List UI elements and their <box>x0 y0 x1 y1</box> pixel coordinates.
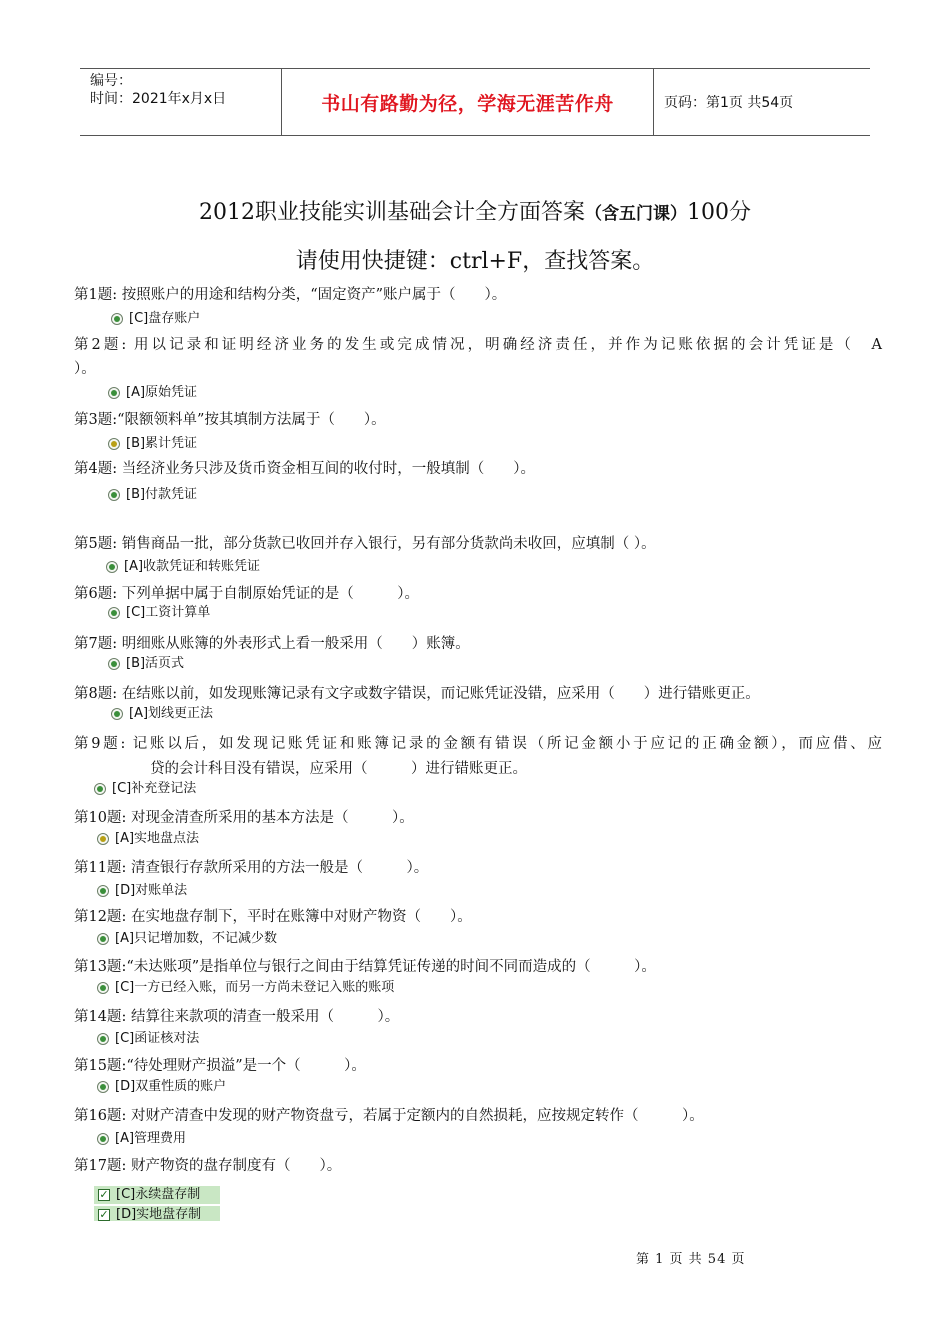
radio-selected-icon <box>97 933 109 945</box>
radio-selected-icon <box>108 438 120 450</box>
answer-14: [C]函证核对法 <box>97 1030 199 1048</box>
radio-selected-icon <box>106 561 118 573</box>
question-9-cont: 贷的会计科目没有错误，应采用（ ）进行错账更正。 <box>150 761 527 777</box>
radio-selected-icon <box>108 607 120 619</box>
answer-7: [B]活页式 <box>108 655 184 673</box>
question-1: 第1题: 按照账户的用途和结构分类，“固定资产”账户属于（ ）。 <box>74 287 507 303</box>
question-8: 第8题: 在结账以前，如发现账簿记录有文字或数字错误，而记账凭证没错，应采用（ ）进行错账更正。 <box>74 686 760 702</box>
answer-17-option-c: ✓ [C]永续盘存制 <box>94 1186 220 1204</box>
question-11: 第11题: 清查银行存款所采用的方法一般是（ ）。 <box>74 860 429 876</box>
title-main: 2012职业技能实训基础会计全方面答案 <box>199 200 585 225</box>
question-12: 第12题: 在实地盘存制下，平时在账簿中对财产物资（ ）。 <box>74 909 472 925</box>
answer-4: [B]付款凭证 <box>108 486 197 504</box>
radio-selected-icon <box>97 833 109 845</box>
answer-11: [D]对账单法 <box>97 882 187 900</box>
answer-13: [C]一方已经入账，而另一方尚未登记入账的账项 <box>97 979 394 997</box>
title-line2: 请使用快捷键：ctrl+F，查找答案。 <box>295 249 655 274</box>
radio-selected-icon <box>111 708 123 720</box>
motto: 书山有路勤为径，学海无涯苦作舟 <box>281 69 654 135</box>
question-4: 第4题: 当经济业务只涉及货币资金相互间的收付时，一般填制（ ）。 <box>74 461 535 477</box>
header-left-cell <box>80 69 281 135</box>
checkbox-checked-icon: ✓ <box>99 1188 109 1201</box>
question-16: 第16题: 对财产清查中发现的财产物资盘亏，若属于定额内的自然损耗，应按规定转作（ ）。 <box>74 1108 704 1124</box>
question-6: 第6题: 下列单据中属于自制原始凭证的是（ ）。 <box>74 586 419 602</box>
answer-2: [A]原始凭证 <box>108 384 197 402</box>
answer-16: [A]管理费用 <box>97 1130 186 1148</box>
question-5: 第5题: 销售商品一批，部分货款已收回并存入银行，另有部分货款尚未收回，应填制（ ）。 <box>74 536 656 552</box>
answer-6: [C]工资计算单 <box>108 604 210 622</box>
title-score: 100分 <box>687 200 751 225</box>
answer-5: [A]收款凭证和转账凭证 <box>106 558 260 576</box>
question-2: 第2题: 用以记录和证明经济业务的发生或完成情况，明确经济责任，并作为记账依据的会计凭证是（ A <box>74 337 882 353</box>
question-10: 第10题: 对现金清查所采用的基本方法是（ ）。 <box>74 810 414 826</box>
answer-3: [B]累计凭证 <box>108 435 197 453</box>
question-9: 第9题: 记账以后，如发现记账凭证和账簿记录的金额有错误（所记金额小于应记的正确金额），而应借、应 <box>74 736 882 752</box>
answer-15: [D]双重性质的账户 <box>97 1078 226 1096</box>
answer-8: [A]划线更正法 <box>111 705 213 723</box>
radio-selected-icon <box>97 982 109 994</box>
radio-selected-icon <box>97 1133 109 1145</box>
radio-selected-icon <box>108 489 120 501</box>
header-table <box>80 68 870 136</box>
answer-17-option-d: ✓ [D]实地盘存制 <box>94 1206 220 1221</box>
title-sub: （含五门课） <box>585 204 687 224</box>
answer-1: [C]盘存账户 <box>111 310 200 328</box>
question-15: 第15题:“待处理财产损溢”是一个（ ）。 <box>74 1058 366 1074</box>
answer-12: [A]只记增加数，不记减少数 <box>97 930 277 948</box>
question-2-cont: ）。 <box>74 361 96 377</box>
radio-selected-icon <box>108 387 120 399</box>
question-7: 第7题: 明细账从账簿的外表形式上看一般采用（ ）账簿。 <box>74 636 470 652</box>
checkbox-checked-icon: ✓ <box>99 1208 109 1221</box>
question-13: 第13题:“未达账项”是指单位与银行之间由于结算凭证传递的时间不同而造成的（ ）。 <box>74 959 656 975</box>
radio-selected-icon <box>97 885 109 897</box>
time-label: 时间：2021年x月x日 <box>90 91 227 107</box>
question-14: 第14题: 结算往来款项的清查一般采用（ ）。 <box>74 1009 400 1025</box>
page-title <box>0 195 950 226</box>
answer-17-clip <box>94 1184 224 1221</box>
radio-selected-icon <box>97 1033 109 1045</box>
radio-selected-icon <box>108 658 120 670</box>
radio-selected-icon <box>97 1081 109 1093</box>
radio-selected-icon <box>111 313 123 325</box>
answer-10: [A]实地盘点法 <box>97 830 199 848</box>
answer-9: [C]补充登记法 <box>94 780 196 798</box>
radio-selected-icon <box>94 783 106 795</box>
question-3: 第3题:“限额领料单”按其填制方法属于（ ）。 <box>74 412 386 428</box>
page-footer: 第 1 页 共 54 页 <box>636 1252 746 1267</box>
page-label: 页码：第1页 共54页 <box>664 95 794 111</box>
number-label: 编号： <box>90 73 132 89</box>
question-17: 第17题: 财产物资的盘存制度有（ ）。 <box>74 1158 342 1174</box>
